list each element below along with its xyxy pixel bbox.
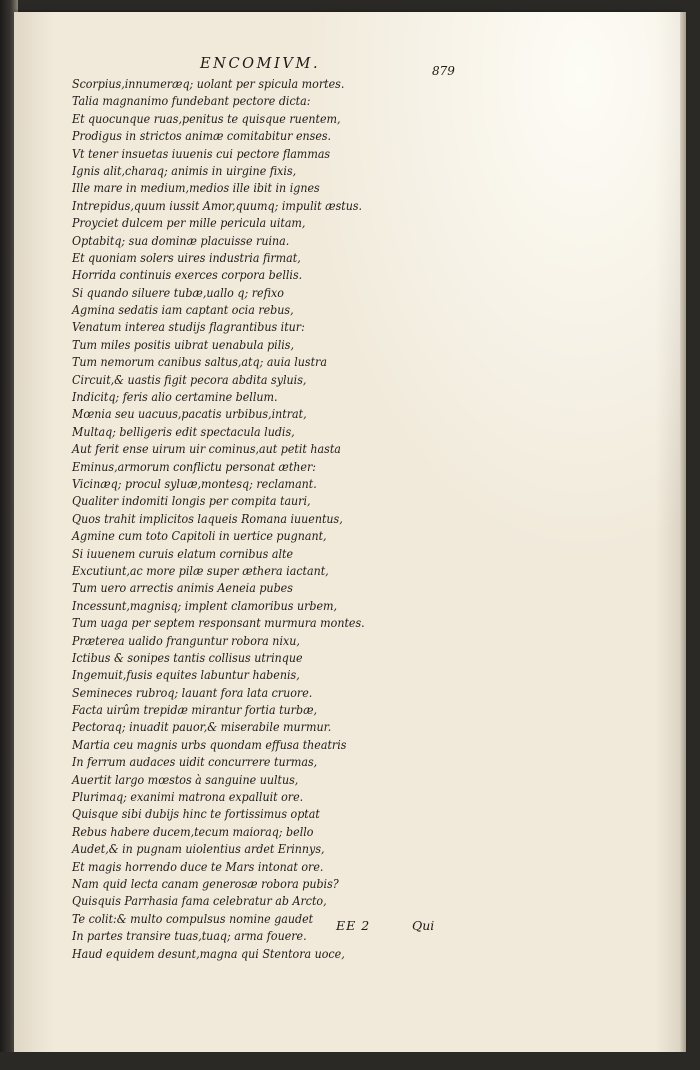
verse-line: Optabitq; sua dominæ placuisse ruina. bbox=[72, 233, 290, 248]
verse-line: Talia magnanimo fundebant pectore dicta: bbox=[72, 94, 311, 109]
verse-line: Excutiunt,ac more pilæ super æthera iactant, bbox=[72, 563, 329, 578]
verse-line: Quos trahit implicitos laqueis Romana iuuentus, bbox=[72, 511, 343, 526]
verse-line: Pectoraq; inuadit pauor,& miserabile murmur. bbox=[72, 720, 332, 735]
verse-line: Te colit:& multo compulsus nomine gaudet bbox=[72, 911, 314, 926]
verse-line: Quisque sibi dubijs hinc te fortissimus optat bbox=[72, 807, 320, 822]
verse-line: Si iuuenem curuis elatum cornibus alte bbox=[72, 546, 294, 561]
verse-line: Intrepidus,quum iussit Amor,quumq; impulit æstus. bbox=[72, 198, 363, 213]
verse-line: Et magis horrendo duce te Mars intonat ore. bbox=[72, 859, 324, 874]
verse-line: Ingemuit,fusis equites labuntur habenis, bbox=[72, 668, 300, 683]
verse-line: Nam quid lecta canam generosæ robora pubis? bbox=[72, 876, 339, 891]
verse-line: Facta uirûm trepidæ mirantur fortia turbæ, bbox=[72, 703, 318, 718]
verse-line: Mœnia seu uacuus,pacatis urbibus,intrat, bbox=[72, 407, 307, 422]
verse-line: Martia ceu magnis urbs quondam effusa theatris bbox=[72, 737, 347, 752]
verse-line: Si quando siluere tubæ,uallo q; refixo bbox=[72, 285, 284, 300]
verse-line: Venatum interea studijs flagrantibus itur: bbox=[72, 320, 305, 335]
verse-line: Tum uaga per septem responsant murmura montes. bbox=[72, 616, 365, 631]
verse-line: Ille mare in medium,medios ille ibit in ignes bbox=[72, 181, 320, 196]
verse-line: Horrida continuis exerces corpora bellis. bbox=[72, 268, 303, 283]
verse-line: Audet,& in pugnam uiolentius ardet Erinnys, bbox=[72, 842, 325, 857]
verse-line: Eminus,armorum conflictu personat æther: bbox=[72, 459, 317, 474]
verse-line: Semineces rubroq; lauant fora lata cruore. bbox=[72, 685, 313, 700]
page-number: 879 bbox=[432, 64, 455, 78]
verse-line: Auertit largo mœstos à sanguine uultus, bbox=[72, 772, 299, 787]
verse-line: Haud equidem desunt,magna qui Stentora uoce, bbox=[72, 946, 345, 961]
verse-line: Quisquis Parrhasia fama celebratur ab Arcto, bbox=[72, 894, 327, 909]
verse-line: Multaq; belligeris edit spectacula ludis, bbox=[72, 424, 295, 439]
page-fore-edge bbox=[680, 12, 686, 1054]
verse-line: Plurimaq; exanimi matrona expalluit ore. bbox=[72, 790, 304, 805]
verse-line: Scorpius,innumeræq; uolant per spicula mortes. bbox=[72, 77, 345, 91]
verse-line: Tum uero arrectis animis Aeneia pubes bbox=[72, 581, 293, 596]
verse-line: Agmine cum toto Capitoli in uertice pugnant, bbox=[72, 529, 327, 544]
verse-line: Vicinæq; procul syluæ,montesq; reclamant. bbox=[72, 476, 317, 491]
verse-line: Præterea ualido franguntur robora nixu, bbox=[72, 633, 300, 648]
verse-line: Vt tener insuetas iuuenis cui pectore flammas bbox=[72, 146, 331, 161]
running-head: ENCOMIVM. bbox=[200, 56, 321, 72]
signature-mark: EE 2 bbox=[336, 918, 371, 933]
verse-line: Et quocunque ruas,penitus te quisque ruentem, bbox=[72, 111, 341, 126]
verse-line: Indicitq; feris alio certamine bellum. bbox=[72, 390, 278, 405]
verse-line: Agmina sedatis iam captant ocia rebus, bbox=[72, 303, 294, 318]
verse-text-block bbox=[72, 76, 402, 963]
verse-line: Ictibus & sonipes tantis collisus utrinque bbox=[72, 650, 303, 665]
verse-line: Et quoniam solers uires industria firmat, bbox=[72, 250, 301, 265]
verse-line: Prodigus in strictos animæ comitabitur enses. bbox=[72, 129, 332, 144]
verse-line: Qualiter indomiti longis per compita tauri, bbox=[72, 494, 311, 509]
verse-line: Circuit,& uastis figit pecora abdita syluis, bbox=[72, 372, 307, 387]
verse-line: In ferrum audaces uidit concurrere turmas, bbox=[72, 755, 318, 770]
verse-line: In partes transire tuas,tuaq; arma fouere. bbox=[72, 929, 307, 944]
catchword: Qui bbox=[412, 918, 435, 933]
verse-line: Proyciet dulcem per mille pericula uitam, bbox=[72, 216, 306, 231]
verse-line: Ignis alit,charaq; animis in uirgine fixis, bbox=[72, 163, 297, 178]
bottom-background bbox=[0, 1052, 700, 1070]
verse-line: Tum miles positis uibrat uenabula pilis, bbox=[72, 337, 295, 352]
verse-line: Incessunt,magnisq; implent clamoribus urbem, bbox=[72, 598, 338, 613]
verse-line: Tum nemorum canibus saltus,atq; auia lustra bbox=[72, 355, 327, 370]
verse-line: Aut ferit ense uirum uir cominus,aut petit hasta bbox=[72, 442, 341, 457]
verse-line: Rebus habere ducem,tecum maioraq; bello bbox=[72, 824, 314, 839]
